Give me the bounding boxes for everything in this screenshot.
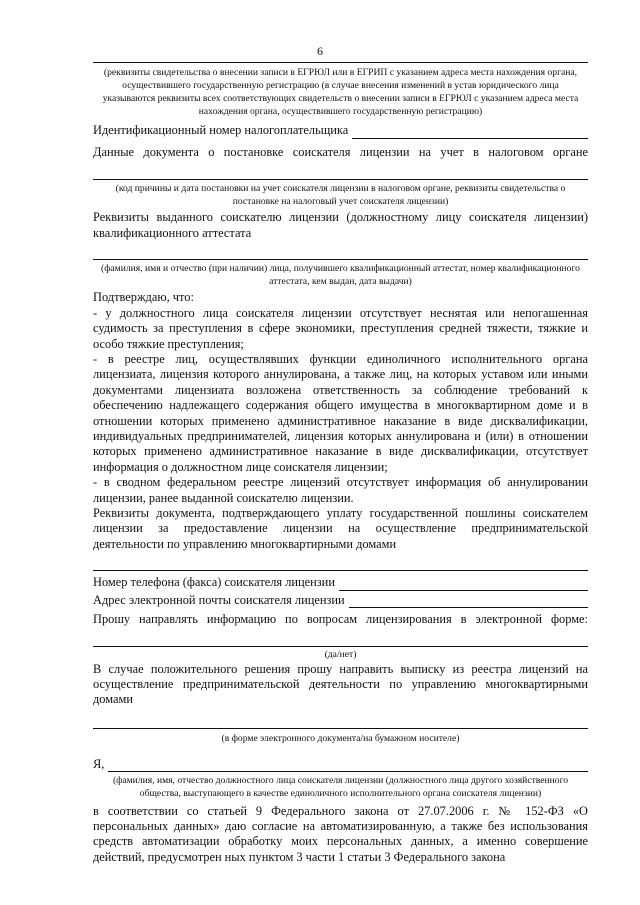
email-label: Адрес электронной почты соискателя лицензии [93,592,345,607]
phone-field [93,575,588,590]
applicant-name-field [93,757,588,772]
tax-doc-caption: (код причины и дата постановки на учет соискателя лицензии в налоговом органе, реквизиты свидетельства о постановке на налоговый учет соискателя лицензии) [115,183,566,208]
tax-doc-line[interactable] [93,179,588,180]
phone-label: Номер телефона (факса) соискателя лицензии [93,575,335,590]
attestat-line[interactable] [93,259,588,260]
fee-label: Реквизиты документа, подтверждающего уплату государственной пошлины соискателем лицензии за предоставление лицензии на осуществление предпринимательской деятельности по управлению многоквартирными домами [93,506,588,551]
yes-no-caption: (да/нет) [324,648,357,660]
phone-input-line[interactable] [339,579,588,591]
page-number: 6 [317,44,323,58]
confirm-item-registry: - в реестре лиц, осуществлявших функции единоличного исполнительного органа лицензиата, лицензия которого аннулирована, а также лиц, на которых уставом или иными документами лицензиата возложена ответственность за соблюдение требований к обеспечению надлежащего содержания общего имущества в многоквартирном доме и в отношении которых применено административное наказание в виде дисквалификации, индивидуальных предпринимателей, лицензия которых аннулирована и (или) в отношении которых применено административное наказание в виде дисквалификации, отсутствует информация о должностном лице соискателя лицензии; [93,352,588,474]
applicant-name-line[interactable] [108,760,588,772]
fee-line[interactable] [93,570,588,571]
attestat-label: Реквизиты выданного соискателю лицензии (должностному лицу соискателя лицензии) квалификационного аттестата [93,210,588,240]
confirm-item-federal-registry: - в сводном федеральном реестре лицензий отсутствует информация об аннулировании лицензии, ранее выданной соискателю лицензии. [93,475,588,505]
electronic-request: Прошу направлять информацию по вопросам лицензирования в электронной форме: [93,612,588,627]
confirm-item-criminal-record: - у должностного лица соискателя лицензии отсутствует неснятая или непогашенная судимость за преступления в сфере экономики, преступления средней тяжести, тяжкие и особо тяжкие преступления; [93,305,588,351]
tax-doc-label: Данные документа о постановке соискателя лицензии на учет в налоговом органе [93,144,588,159]
email-field [93,593,588,608]
inn-field [93,123,588,138]
extract-request: В случае положительного решения прошу направить выписку из реестра лицензий на осуществление предпринимательской деятельности по управлению многоквартирными домами [93,661,588,707]
electronic-answer-line[interactable] [93,646,588,647]
egrul-caption-continued: указываются реквизиты всех соответствующих свидетельств о внесении записи в ЕГРЮЛ с указанием адреса места нахождения органа, осуществившего государственную регистрацию) [102,93,579,118]
email-input-line[interactable] [349,596,588,608]
fio-caption: (фамилия, имя, отчество должностного лица соискателя лицензии (должностного лица другого хозяйственного общества, выступающего в качестве единоличного исполнительного органа соискателя лицензии) [112,775,569,800]
i-label: Я, [93,756,105,771]
confirm-heading: Подтверждаю, что: [93,290,194,305]
egrul-line [93,62,588,63]
format-caption: (в форме электронного документа/на бумажном носителе) [221,732,460,744]
attestat-caption: (фамилия, имя и отчество (при наличии) лица, получившего квалификационный аттестат, номер квалификационного аттестата, кем выдан, дата выдачи) [101,263,580,288]
egrul-caption: (реквизиты свидетельства о внесении записи в ЕГРЮЛ или в ЕГРИП с указанием адреса места нахождения органа, осуществившего государственную регистрацию (в случае внесения изменений в устав юридического лица [103,67,578,92]
form-content [93,62,588,865]
consent-text: в соответствии со статьей 9 Федерального закона от 27.07.2006 г. № 152-ФЗ «О персональных данных» даю согласие на автоматизированную, а также без использования средств автоматизации обработку моих персональных данных, а именно совершение действий, предусмотрен ных пунктом 3 части 1 статьи 3 Федерального закона [93,803,588,864]
inn-label: Идентификационный номер налогоплательщика [93,123,349,138]
inn-input-line[interactable] [352,127,588,139]
extract-format-line[interactable] [93,728,588,729]
